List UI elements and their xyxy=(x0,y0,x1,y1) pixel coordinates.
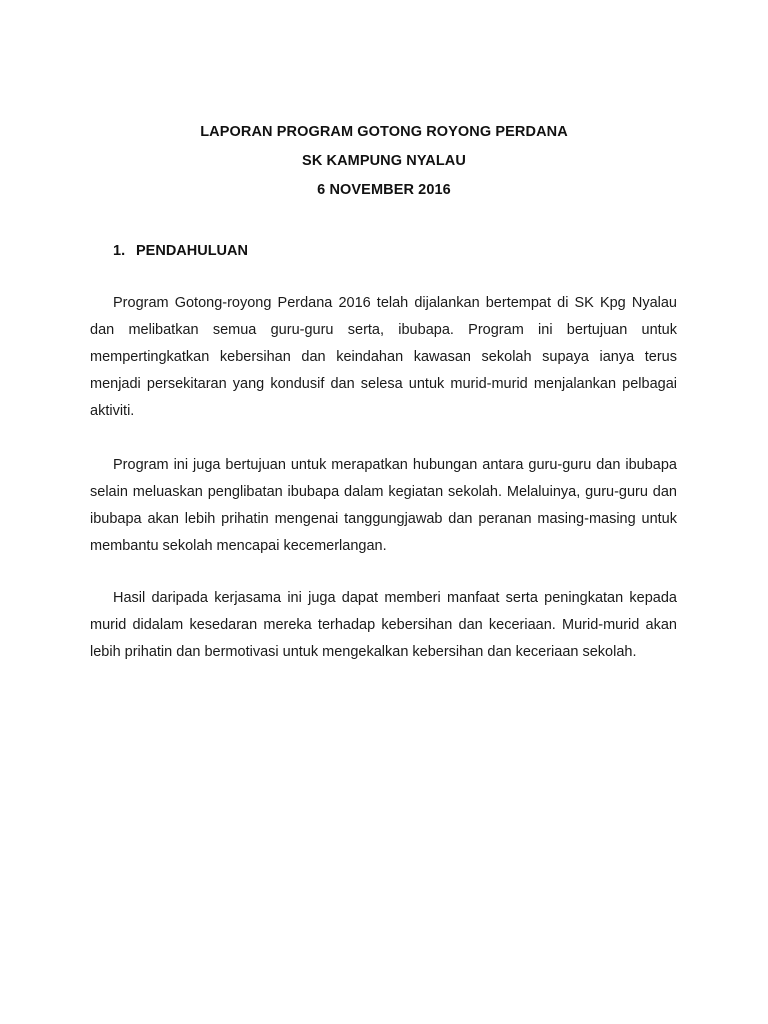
section-heading xyxy=(113,241,248,261)
section-title: PENDAHULUAN xyxy=(136,243,248,259)
report-title: LAPORAN PROGRAM GOTONG ROYONG PERDANA xyxy=(200,124,568,140)
school-name: SK KAMPUNG NYALAU xyxy=(302,153,466,169)
paragraph-1: Program Gotong-royong Perdana 2016 telah dijalankan bertempat di SK Kpg Nyalau dan melibatkan semua guru-guru serta, ibubapa. Program ini bertujuan untuk mempertingkatkan kebersihan dan keindahan kawasan sekolah supaya ianya terus menjadi persekitaran yang kondusif dan selesa untuk murid-murid menjalankan pelbagai aktiviti. xyxy=(90,295,677,419)
report-title-block xyxy=(0,118,768,205)
paragraph-3: Hasil daripada kerjasama ini juga dapat memberi manfaat serta peningkatan kepada murid didalam kesedaran mereka terhadap kebersihan dan keceriaan. Murid-murid akan lebih prihatin dan bermotivasi untuk mengekalkan kebersihan dan keceriaan sekolah. xyxy=(90,590,677,660)
paragraph-2: Program ini juga bertujuan untuk merapatkan hubungan antara guru-guru dan ibubapa selain meluaskan penglibatan ibubapa dalam kegiatan sekolah. Melaluinya, guru-guru dan ibubapa akan lebih prihatin mengenai tanggungjawab dan peranan masing-masing untuk membantu sekolah mencapai kecemerlangan. xyxy=(90,457,677,554)
section-number: 1. xyxy=(113,243,126,259)
report-date: 6 NOVEMBER 2016 xyxy=(317,182,451,198)
